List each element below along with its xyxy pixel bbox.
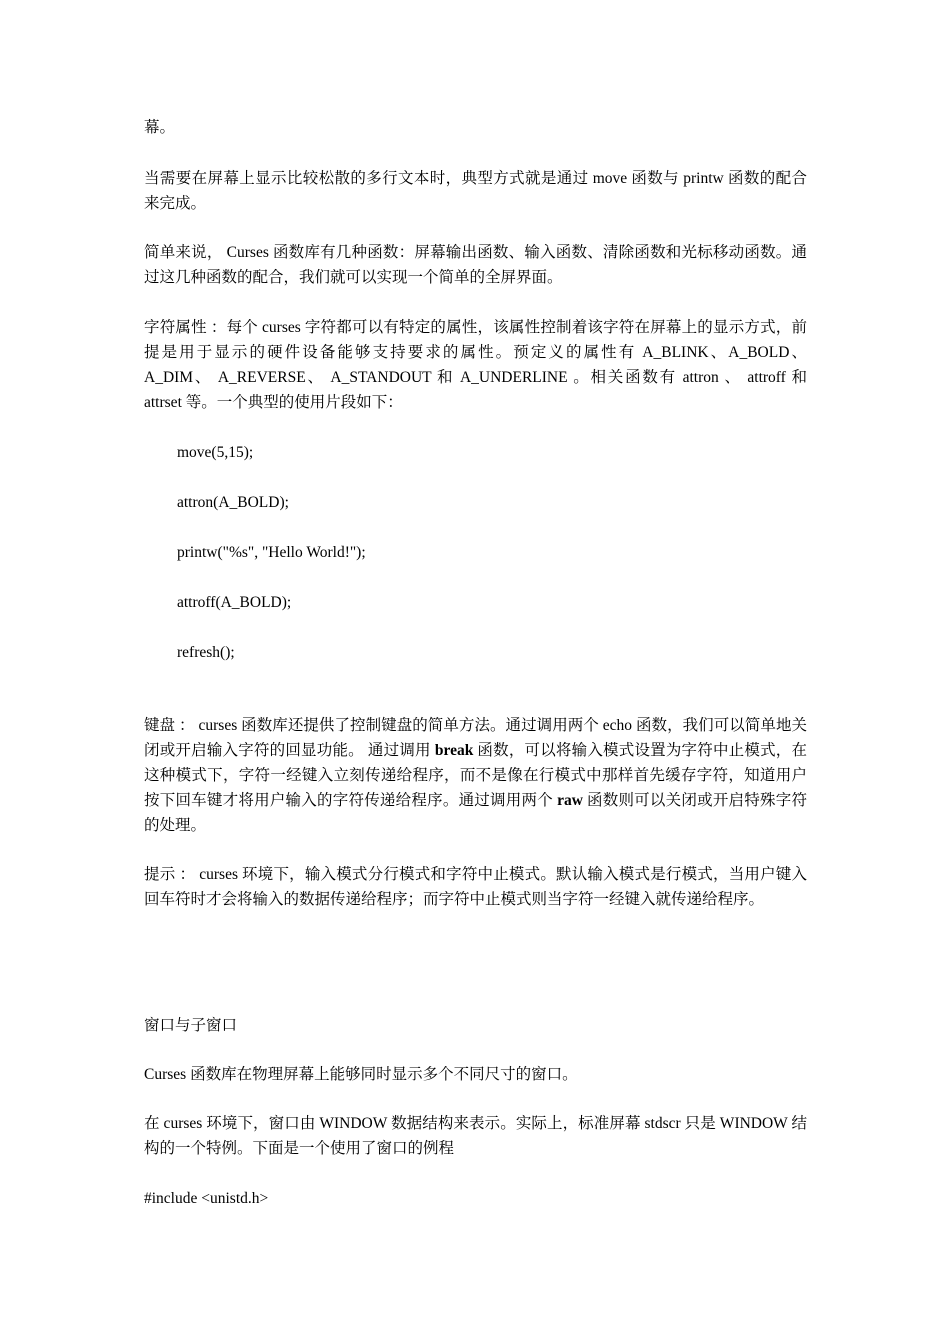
text-line: 幕。 [144,119,176,136]
text-run: 函数则可以关闭或开启特殊字符的处理。 [144,792,807,834]
code-line: move(5,15); [177,444,254,461]
code-line: attroff(A_BOLD); [177,594,292,611]
bold-keyword: break [434,742,474,759]
code-line: attron(A_BOLD); [177,494,289,511]
code-line: refresh(); [177,644,235,661]
paragraph-curses-windows: Curses 函数库在物理屏幕上能够同时显示多个不同尺寸的窗口。 [144,1066,578,1083]
bold-keyword: raw [557,792,583,809]
paragraph-window-struct: 在 curses 环境下，窗口由 WINDOW 数据结构来表示。实际上，标准屏幕 stdscr 只是 WINDOW 结构的一个特例。下面是一个使用了窗口的例程 [144,1115,807,1157]
text-run: 函数，可以将输入模式设置为字符中止模式，在这种模式下，字符一经键入立刻传递给程序，而不是像在行模式中那样首先缓存字符，知道用户按下回车键才将用户输入的字符传递给程序。通过调用两个 [144,742,807,809]
paragraph-keyboard [144,713,807,838]
paragraph-function-types: 简单来说， Curses 函数库有几种函数：屏幕输出函数、输入函数、清除函数和光标移动函数。通过这几种函数的配合，我们就可以实现一个简单的全屏界面。 [144,244,807,286]
paragraph-move-printw: 当需要在屏幕上显示比较松散的多行文本时，典型方式就是通过 move 函数与 printw 函数的配合来完成。 [144,170,807,212]
section-heading: 窗口与子窗口 [144,1017,238,1034]
text-run: 键盘 ： curses 函数库还提供了控制键盘的简单方法。通过调用两个 echo 函数，我们可以简单地关闭或开启输入字符的回显功能。 通过调用 [144,717,807,759]
paragraph-char-attributes: 字符属性 ：每个 curses 字符都可以有特定的属性，该属性控制着该字符在屏幕上的显示方式，前提是用于显示的硬件设备能够支持要求的属性。预定义的属性有 A_BLINK、A_BOLD、 A_DIM、 A_REVERSE、 A_STANDOUT 和 A_UNDERLINE 。相关函数有 attron 、 attroff 和 attrset 等。一个典型的使用片段如下： [144,319,807,411]
paragraph-tip: 提示 ： curses 环境下，输入模式分行模式和字符中止模式。默认输入模式是行模式，当用户键入回车符时才会将输入的数据传递给程序；而字符中止模式则当字符一经键入就传递给程序。 [144,866,807,908]
code-line: printw("%s", "Hello World!"); [177,544,366,561]
code-include-line: #include <unistd.h> [144,1190,269,1207]
